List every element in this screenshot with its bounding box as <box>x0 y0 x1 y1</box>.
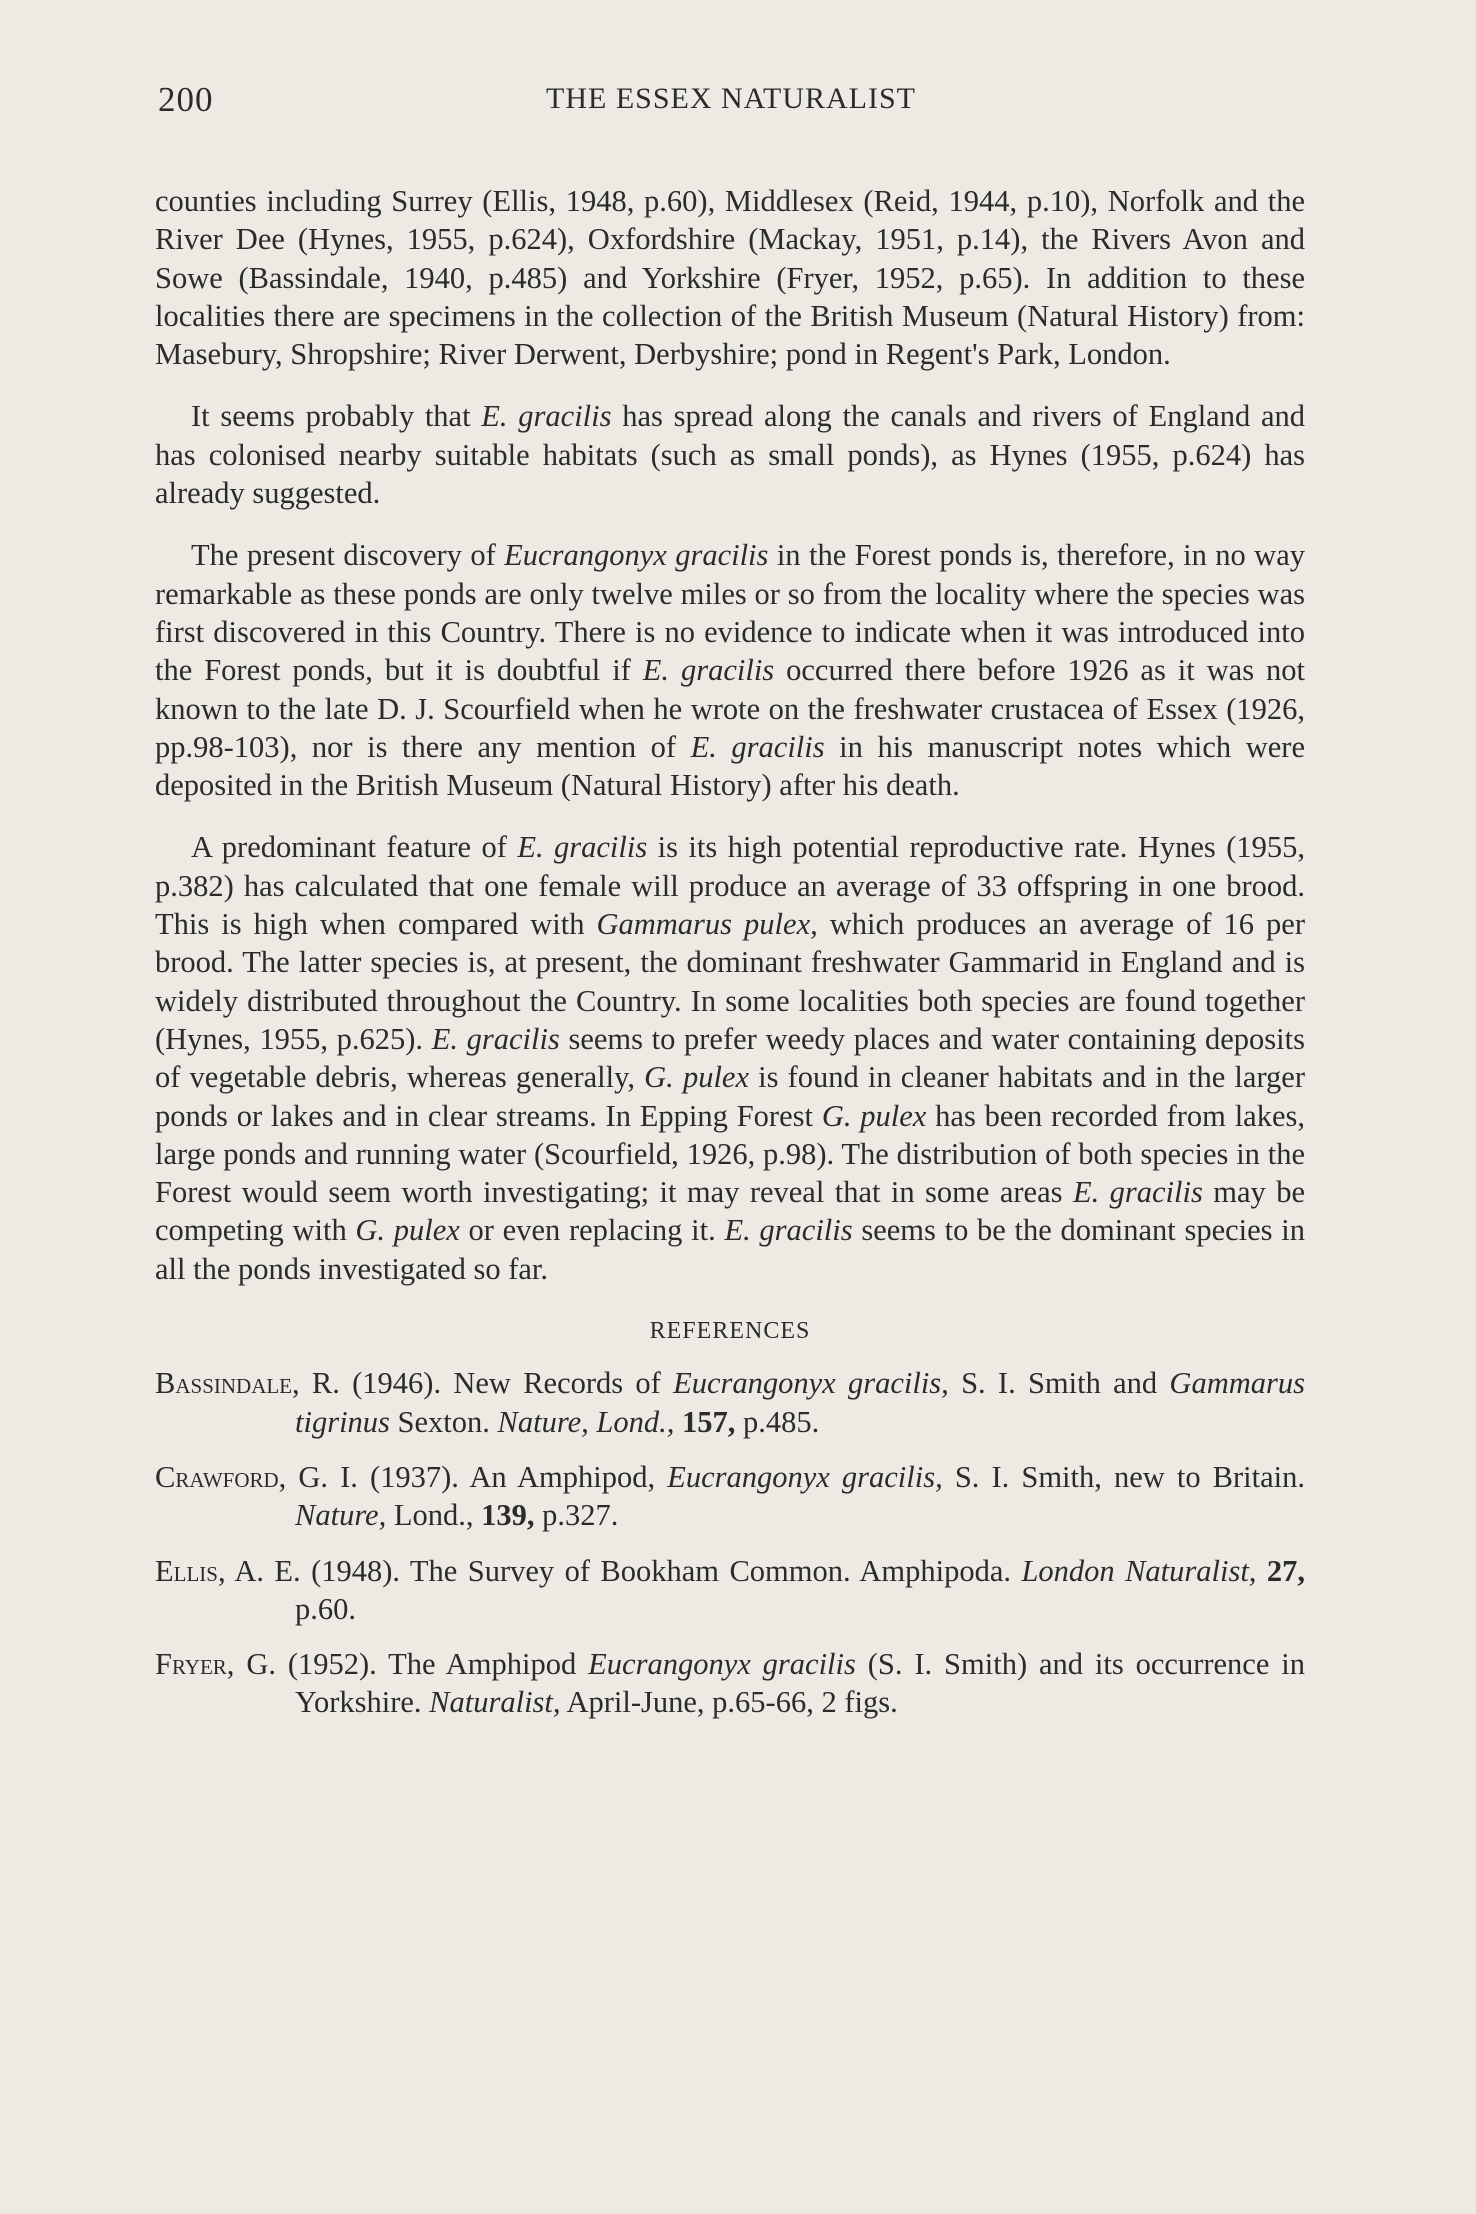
species-name: G. pulex <box>821 1098 927 1133</box>
text-run: or even replacing it. <box>459 1213 725 1248</box>
journal-title: THE ESSEX NATURALIST <box>546 82 916 115</box>
text-run: R. (1946). New Records of <box>299 1366 674 1401</box>
text-run: S. I. Smith, new to Britain. <box>942 1459 1306 1494</box>
species-name: Gammarus tigrinus <box>295 1366 1305 1439</box>
species-name: E. gracilis <box>724 1213 853 1248</box>
paragraph-1 <box>155 182 1305 373</box>
journal-name: Nature, <box>295 1498 387 1533</box>
text-run: p.327. <box>534 1498 619 1533</box>
text-run: seems to be the dominant species in all the ponds investigated so far. <box>155 1213 1305 1286</box>
species-name: E. gracilis <box>1072 1175 1203 1210</box>
reference-bassindale <box>155 1364 1305 1441</box>
species-name: Gammarus pulex, <box>596 907 818 942</box>
text-run: may be competing with <box>155 1175 1305 1248</box>
text-run: S. I. Smith and <box>948 1366 1170 1401</box>
references-heading: REFERENCES <box>649 1318 811 1345</box>
volume-number: 157, <box>681 1404 736 1439</box>
page-header <box>158 80 1304 130</box>
text-run: is its high potential reproductive rate. Hynes (1955, p.382) has calculated that one female will produce an average of 33 offspring in one brood. This is high when compared with <box>155 830 1305 942</box>
species-name: G. pulex <box>644 1060 749 1095</box>
species-name: Eucrangonyx gracilis <box>588 1647 856 1682</box>
text-run: A predominant feature of <box>191 830 518 865</box>
paragraph-text: counties including Surrey (Ellis, 1948, p.60), Middlesex (Reid, 1944, p.10), Norfolk and the River Dee (Hynes, 1955, p.624), Oxfordshire (Mackay, 1951, p.14), the Rivers Avon and Sowe (Bassindale, 1940, p.485) and Yorkshire (Fryer, 1952, p.65). In addition to these localities there are specimens in the collection of the British Museum (Natural History) from: Masebury, Shropshire; River Derwent, Derbyshire; pond in Regent's Park, London. <box>155 184 1305 372</box>
species-name: E. gracilis <box>481 399 612 434</box>
text-run: A. E. (1948). The Survey of Bookham Common. Amphipoda. <box>225 1553 1022 1588</box>
volume-number: 139, <box>481 1498 535 1533</box>
text-run: in the Forest ponds is, therefore, in no way remarkable as these ponds are only twelve miles or so from the locality where the species was first discovered in this Country. There is no evidence to indicate when it was introduced into the Forest ponds, but it is doubtful if <box>155 538 1305 688</box>
reference-crawford <box>155 1458 1305 1535</box>
text-run: seems to prefer weedy places and water containing deposits of vegetable debris, whereas generally, <box>155 1021 1305 1095</box>
volume-number: 27, <box>1266 1553 1305 1588</box>
text-run: p.485. <box>735 1404 820 1439</box>
text-run <box>1256 1554 1266 1588</box>
text-run: Sexton. <box>389 1404 498 1439</box>
text-run: p.60. <box>295 1591 356 1626</box>
text-run: The present discovery of <box>191 538 505 573</box>
species-name: E. gracilis <box>690 729 825 764</box>
text-run: has been recorded from lakes, large ponds and running water (Scourfield, 1926, p.98). The distribution of both species in the Forest would seem worth investigating; it may reveal that in some areas <box>155 1098 1305 1210</box>
species-name: E. gracilis <box>431 1021 560 1056</box>
text-run: is found in cleaner habitats and in the larger ponds or lakes and in clear streams. In Epping Forest <box>155 1060 1305 1133</box>
journal-name: Naturalist, <box>429 1685 561 1720</box>
reference-fryer <box>155 1645 1305 1722</box>
reference-author: Crawford, <box>155 1459 287 1494</box>
species-name: E. gracilis <box>517 830 648 865</box>
text-run: Lond., <box>386 1498 482 1533</box>
reference-author: Ellis, <box>155 1553 226 1588</box>
text-run: April-June, p.65-66, 2 figs. <box>560 1685 898 1720</box>
reference-ellis <box>155 1552 1305 1629</box>
text-run: It seems probably that <box>191 399 482 434</box>
species-name: Eucrangonyx gracilis <box>504 538 769 573</box>
species-name: G. pulex <box>355 1213 460 1248</box>
journal-name: Nature, Lond., <box>497 1404 675 1439</box>
reference-author: Fryer, <box>155 1647 235 1682</box>
text-run: which produces an average of 16 per brood. The latter species is, at present, the dominant freshwater Gammarid in England and is widely distributed throughout the Country. In some localities both species are found together (Hynes, 1955, p.625). <box>155 907 1305 1056</box>
text-run <box>674 1405 682 1439</box>
text-run: G. (1952). The Amphipod <box>234 1647 589 1682</box>
species-name: Eucrangonyx gracilis, <box>667 1459 943 1494</box>
text-run: has spread along the canals and rivers of England and has colonised nearby suitable habitats (such as small ponds), as Hynes (1955, p.624) has already suggested. <box>155 399 1305 511</box>
species-name: Eucrangonyx gracilis, <box>673 1366 949 1401</box>
text-run: occurred there before 1926 as it was not known to the late D. J. Scourfield when he wrote on the freshwater crustacea of Essex (1926, pp.98-103), nor is there any mention of <box>155 653 1305 764</box>
paragraph-4 <box>155 828 1305 1288</box>
reference-author: Bassindale, <box>155 1366 300 1401</box>
paragraph-3 <box>155 536 1305 804</box>
page-number: 200 <box>158 80 214 119</box>
paragraph-2 <box>155 397 1305 512</box>
text-run: in his manuscript notes which were deposited in the British Museum (Natural History) after his death. <box>155 729 1305 803</box>
text-run: G. I. (1937). An Amphipod, <box>286 1459 668 1494</box>
article-body <box>155 182 1305 1739</box>
text-run: (S. I. Smith) and its occurrence in Yorkshire. <box>295 1647 1305 1720</box>
journal-name: London Naturalist, <box>1021 1553 1257 1588</box>
species-name: E. gracilis <box>642 653 775 688</box>
